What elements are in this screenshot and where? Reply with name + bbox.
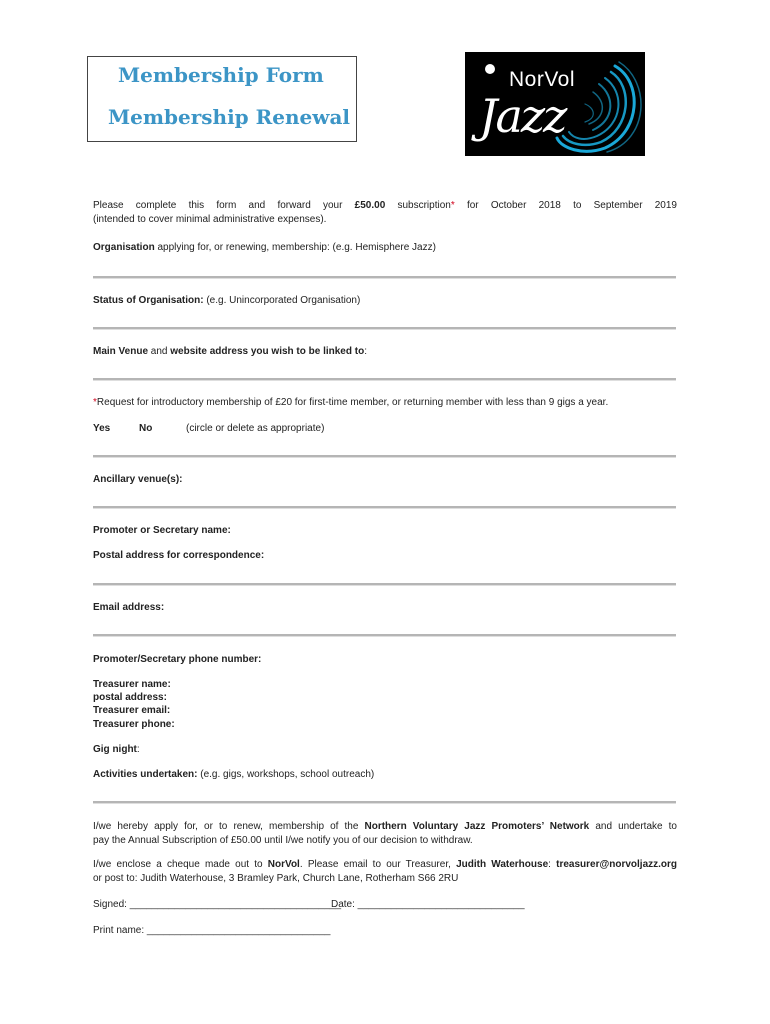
phone-label: Promoter/Secretary phone number: bbox=[93, 654, 262, 665]
no-option[interactable]: No bbox=[139, 423, 153, 434]
norvol-jazz-logo bbox=[465, 52, 645, 156]
intro-line-2: (intended to cover minimal administrative expenses). bbox=[93, 214, 327, 225]
organisation-field-line[interactable] bbox=[93, 276, 676, 279]
declaration-line-2: pay the Annual Subscription of £50.00 until I/we notify you of our decision to withdraw. bbox=[93, 835, 473, 846]
postal-address-field-line[interactable] bbox=[93, 583, 676, 586]
yes-no-divider bbox=[93, 455, 676, 458]
gig-night-label: Gig night: bbox=[93, 744, 140, 755]
ancillary-venue-label: Ancillary venue(s): bbox=[93, 474, 183, 485]
email-field-line[interactable] bbox=[93, 634, 676, 637]
venue-label: Main Venue and website address you wish to be linked to: bbox=[93, 346, 367, 357]
circle-note: (circle or delete as appropriate) bbox=[186, 423, 325, 434]
logo-norvol-text: NorVol bbox=[509, 68, 576, 91]
status-label: Status of Organisation: (e.g. Unincorporated Organisation) bbox=[93, 295, 361, 306]
promoter-name-label: Promoter or Secretary name: bbox=[93, 525, 231, 536]
declaration-line-1: I/we hereby apply for, or to renew, membership of the Northern Voluntary Jazz Promoters’ Network and undertake to bbox=[93, 821, 677, 832]
treasurer-name-label: Treasurer name: bbox=[93, 679, 171, 690]
logo-jazz-text: Jazz bbox=[479, 89, 566, 143]
ancillary-field-line[interactable] bbox=[93, 506, 676, 509]
treasurer-postal-label: postal address: bbox=[93, 692, 167, 703]
organisation-label: Organisation applying for, or renewing, membership: (e.g. Hemisphere Jazz) bbox=[93, 242, 436, 253]
activities-label: Activities undertaken: (e.g. gigs, workshops, school outreach) bbox=[93, 769, 375, 780]
status-field-line[interactable] bbox=[93, 327, 676, 330]
treasurer-email-label: Treasurer email: bbox=[93, 705, 171, 716]
yes-option[interactable]: Yes bbox=[93, 423, 111, 434]
activities-field-line[interactable] bbox=[93, 801, 676, 804]
date-field[interactable]: Date: ______________________________ bbox=[331, 899, 525, 910]
email-label: Email address: bbox=[93, 602, 165, 613]
postal-address-label: Postal address for correspondence: bbox=[93, 550, 265, 561]
treasurer-phone-label: Treasurer phone: bbox=[93, 719, 175, 730]
intro-line-1: Please complete this form and forward your £50.00 subscription* for October 2018 to September 2019 bbox=[93, 200, 677, 211]
logo-dot bbox=[485, 64, 495, 74]
form-subtitle: Membership Renewal bbox=[108, 105, 351, 129]
intro-membership-note: *Request for introductory membership of £20 for first-time member, or returning member with less than 9 gigs a year. bbox=[93, 397, 609, 408]
cheque-line-1: I/we enclose a cheque made out to NorVol. Please email to our Treasurer, Judith Waterhouse: treasurer@norvoljazz.org bbox=[93, 859, 678, 870]
form-title: Membership Form bbox=[118, 63, 324, 87]
signed-field[interactable]: Signed: ______________________________________ bbox=[93, 899, 342, 910]
print-name-field[interactable]: Print name: _________________________________ bbox=[93, 925, 331, 936]
venue-field-line[interactable] bbox=[93, 378, 676, 381]
cheque-line-2: or post to: Judith Waterhouse, 3 Bramley Park, Church Lane, Rotherham S66 2RU bbox=[93, 873, 459, 884]
